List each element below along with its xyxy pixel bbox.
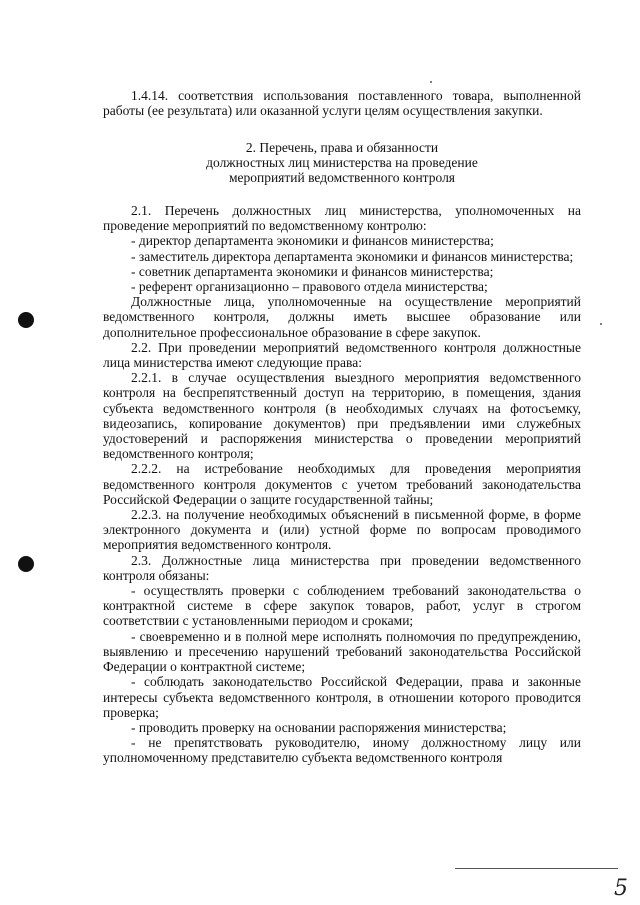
paragraph-2-2-1: 2.2.1. в случае осуществления выездного мероприятия ведомственного контроля на беспрепятственный доступ на территорию, в помещения, здания субъекта ведомственного контроля (в необходимых случаях на фотосъемку, видеозапись, копирование документов) при предъявлении ими служебных удостоверений и распоряжения министерства о проведении мероприятий ведомственного контроля;	[103, 370, 581, 462]
list-item-duty: - своевременно и в полной мере исполнять полномочия по предупреждению, выявлению и пресечению нарушений требований законодательства Российской Федерации о контрактной системе;	[103, 628, 581, 675]
footer-rule	[455, 868, 618, 869]
list-item-official: - директор департамента экономики и финансов министерства;	[131, 233, 494, 249]
paragraph-2-2: 2.2. При проведении мероприятий ведомственного контроля должностные лица министерства имеют следующие права:	[103, 339, 581, 371]
binder-hole	[18, 556, 34, 572]
heading-line: мероприятий ведомственного контроля	[228, 170, 456, 186]
list-item-duty: - не препятствовать руководителю, иному должностному лицу или уполномоченному представителю субъекта ведомственного контроля	[103, 735, 581, 766]
page-number: 5	[614, 876, 628, 901]
binder-hole	[18, 312, 34, 328]
heading-line: 2. Перечень, права и обязанности	[245, 140, 439, 155]
section-2-heading	[103, 140, 581, 186]
list-item-official: - заместитель директора департамента экономики и финансов министерства;	[131, 248, 574, 264]
paragraph-2-2-3: 2.2.3. на получение необходимых объяснений в письменной форме, в форме электронного документа и (или) устной форме по вопросам проводимого мероприятия ведомственного контроля.	[103, 507, 581, 553]
intro-section	[103, 88, 581, 118]
list-item-duty: - проводить проверку на основании распоряжения министерства;	[131, 719, 507, 735]
paragraph-2-1: 2.1. Перечень должностных лиц министерства, уполномоченных на проведение мероприятий по ведомственному контролю:	[103, 203, 581, 234]
scan-speck	[600, 323, 602, 325]
list-item-official: - советник департамента экономики и финансов министерства;	[131, 263, 494, 279]
paragraph-2-3: 2.3. Должностные лица министерства при проведении ведомственного контроля обязаны:	[103, 552, 581, 583]
section-2-body	[103, 203, 581, 766]
list-item-duty: - осуществлять проверки с соблюдением требований законодательства о контрактной системе в сфере закупок товаров, работ, услуг в строгом соответствии с установленными периодом и сроками;	[103, 583, 581, 629]
scan-speck	[430, 81, 432, 83]
heading-line: должностных лиц министерства на проведение	[206, 155, 478, 171]
list-item-duty: - соблюдать законодательство Российской Федерации, права и законные интересы субъекта ведомственного контроля, в отношении которого проводится проверка;	[103, 674, 581, 720]
paragraph-qualification: Должностные лица, уполномоченные на осуществление мероприятий ведомственного контроля, должны иметь высшее образование или дополнительное профессиональное образование в сфере закупок.	[103, 294, 581, 340]
paragraph-2-2-2: 2.2.2. на истребование необходимых для проведения мероприятия ведомственного контроля документов с учетом требований законодательства Российской Федерации о защите государственной тайны;	[103, 461, 581, 507]
paragraph-1-4-14: 1.4.14. соответствия использования поставленного товара, выполненной работы (ее результата) или оказанной услуги целям осуществления закупки.	[103, 88, 581, 119]
list-item-official: - референт организационно – правового отдела министерства;	[131, 279, 488, 295]
